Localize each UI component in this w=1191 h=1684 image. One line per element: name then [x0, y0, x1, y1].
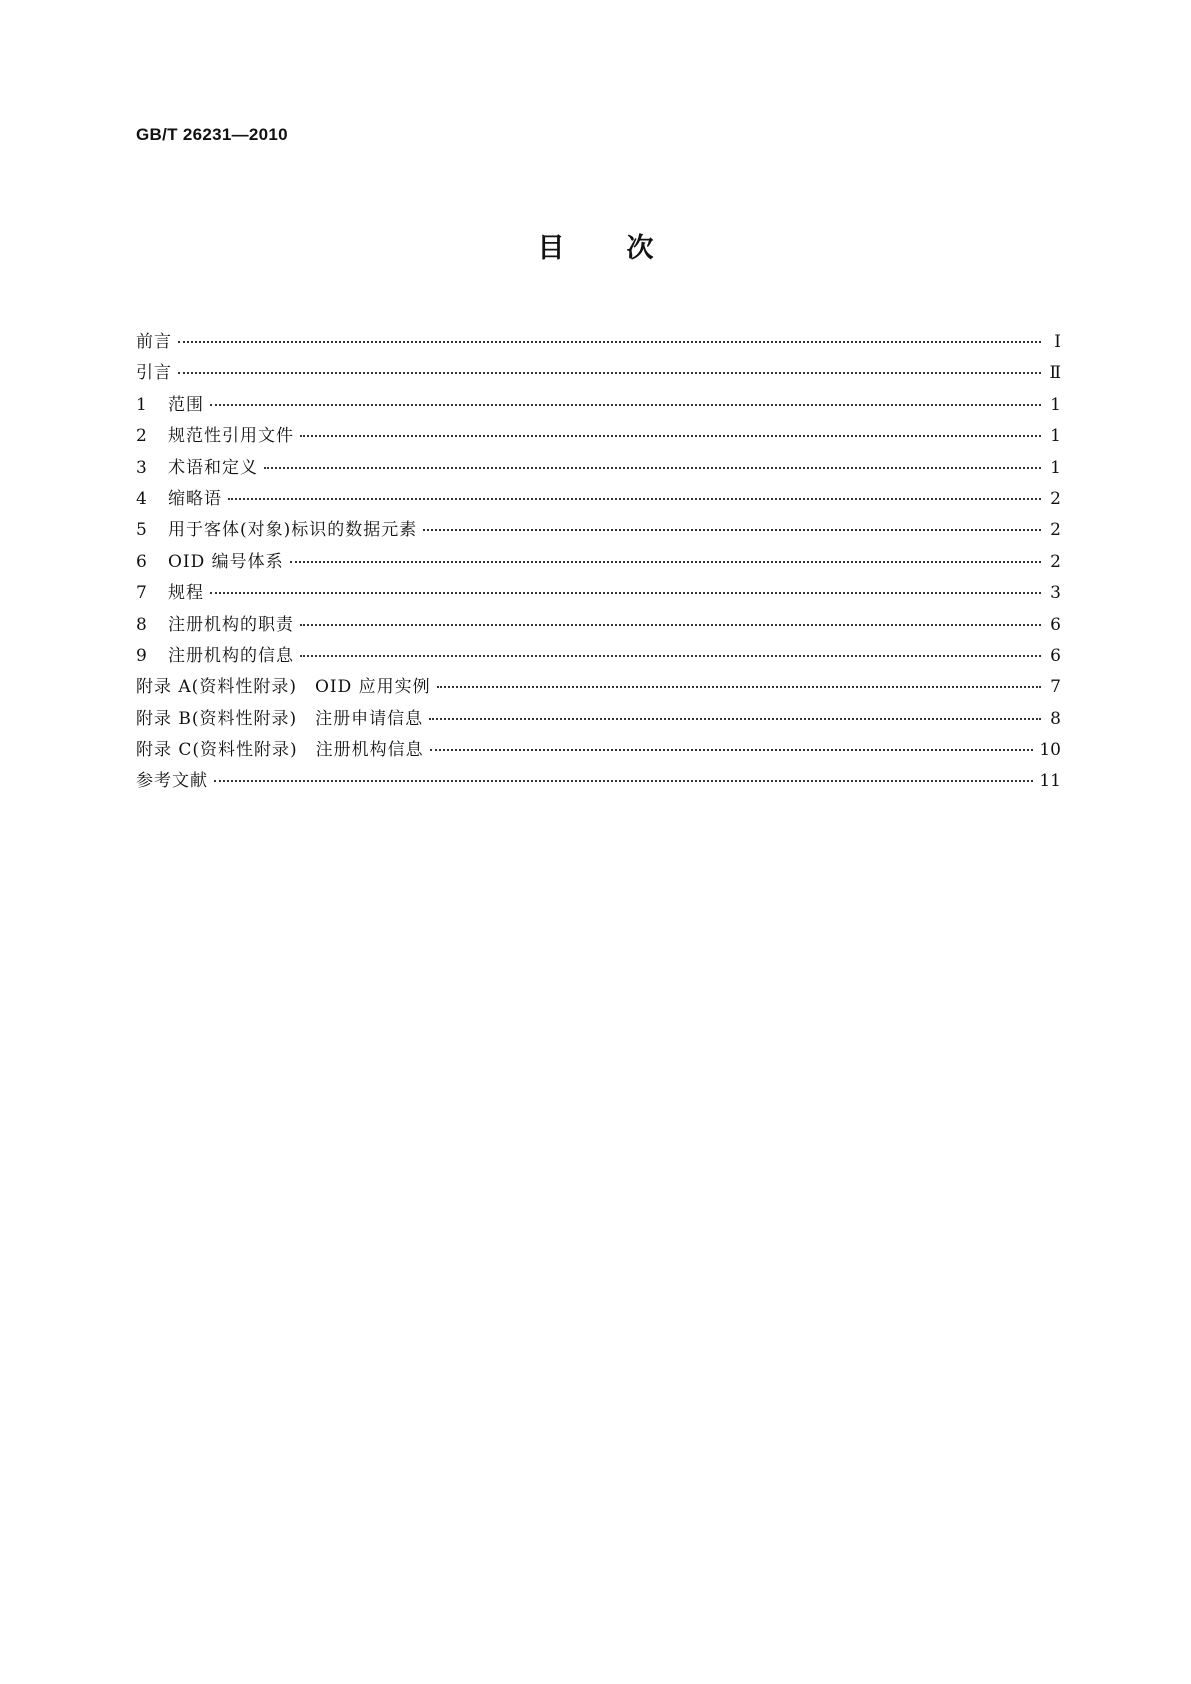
toc-entry-number: 7: [136, 583, 147, 604]
toc-leader-dots: [300, 655, 1041, 657]
toc-entry-annex-b[interactable]: [136, 704, 1061, 735]
toc-entry-bibliography[interactable]: [136, 766, 1061, 797]
toc-entry-label: 范围: [168, 394, 204, 415]
toc-entry-page: 1: [1050, 457, 1061, 478]
toc-leader-dots: [300, 435, 1041, 437]
toc-leader-dots: [423, 529, 1041, 531]
toc-entry-number: 2: [136, 426, 147, 447]
toc-entry-ra-responsibilities[interactable]: [136, 610, 1061, 641]
toc-entry-label: 注册机构的信息: [168, 645, 294, 666]
toc-entry-label: 附录 C(资料性附录) 注册机构信息: [136, 740, 424, 761]
toc-entry-page: 11: [1039, 771, 1061, 792]
toc-entry-number: 8: [136, 614, 147, 635]
toc-leader-dots: [264, 467, 1041, 469]
toc-entry-page: 6: [1050, 645, 1061, 666]
toc-entry-page: 1: [1050, 426, 1061, 447]
toc-entry-ra-information[interactable]: [136, 641, 1061, 672]
toc-entry-page: 2: [1050, 520, 1061, 541]
toc-title: 目次: [537, 233, 716, 264]
toc-leader-dots: [429, 718, 1041, 720]
toc-entry-page: 6: [1050, 614, 1061, 635]
toc-entry-number: 6: [136, 551, 147, 572]
toc-entry-label: 引言: [136, 363, 172, 384]
toc-leader-dots: [210, 592, 1041, 594]
toc-leader-dots: [228, 498, 1041, 500]
toc-leader-dots: [430, 749, 1034, 751]
toc-entry-introduction[interactable]: [136, 358, 1061, 389]
toc-leader-dots: [437, 686, 1041, 688]
toc-entry-number: 1: [136, 394, 147, 415]
toc-entry-label: 术语和定义: [168, 457, 258, 478]
toc-entry-label: OID 编号体系: [168, 551, 284, 572]
toc-entry-label: 规程: [168, 583, 204, 604]
toc-entry-label: 附录 A(资料性附录) OID 应用实例: [136, 677, 431, 698]
toc-entry-oid-numbering[interactable]: [136, 547, 1061, 578]
toc-entry-label: 参考文献: [136, 771, 208, 792]
toc-entry-page: 7: [1050, 677, 1061, 698]
toc-entry-label: 用于客体(对象)标识的数据元素: [168, 520, 418, 541]
toc-entry-label: 前言: [136, 332, 172, 352]
toc-leader-dots: [178, 372, 1041, 374]
toc-entry-page: 8: [1050, 708, 1061, 729]
toc-entry-abbreviations[interactable]: [136, 484, 1061, 515]
toc-entry-normative-references[interactable]: [136, 421, 1061, 452]
toc-entry-number: 5: [136, 520, 147, 541]
toc-entry-terms-definitions[interactable]: [136, 453, 1061, 484]
toc-entry-label: 注册机构的职责: [168, 614, 294, 635]
toc-leader-dots: [214, 780, 1033, 782]
toc-entry-annex-a[interactable]: [136, 672, 1061, 703]
toc-leader-dots: [290, 561, 1041, 563]
toc-entry-procedures[interactable]: [136, 578, 1061, 609]
toc-entry-page: 10: [1039, 740, 1061, 761]
toc-entry-page: Ⅱ: [1049, 363, 1061, 384]
table-of-contents: [136, 327, 1061, 798]
toc-leader-dots: [210, 404, 1041, 406]
toc-entry-annex-c[interactable]: [136, 735, 1061, 766]
toc-leader-dots: [300, 624, 1041, 626]
toc-entry-label: 规范性引用文件: [168, 426, 294, 447]
toc-entry-label: 附录 B(资料性附录) 注册申请信息: [136, 708, 424, 729]
toc-entry-number: 9: [136, 645, 147, 666]
toc-entry-number: 3: [136, 457, 147, 478]
toc-entry-label: 缩略语: [168, 488, 222, 509]
toc-entry-data-elements[interactable]: [136, 515, 1061, 546]
toc-entry-page: Ⅰ: [1054, 332, 1061, 352]
toc-entry-foreword[interactable]: [136, 327, 1061, 358]
toc-entry-number: 4: [136, 488, 147, 509]
toc-entry-page: 3: [1050, 583, 1061, 604]
toc-entry-scope[interactable]: [136, 390, 1061, 421]
toc-entry-page: 2: [1050, 488, 1061, 509]
toc-leader-dots: [178, 341, 1041, 343]
toc-entry-page: 2: [1050, 551, 1061, 572]
toc-entry-page: 1: [1050, 394, 1061, 415]
standard-code: GB/T 26231—2010: [136, 125, 288, 144]
